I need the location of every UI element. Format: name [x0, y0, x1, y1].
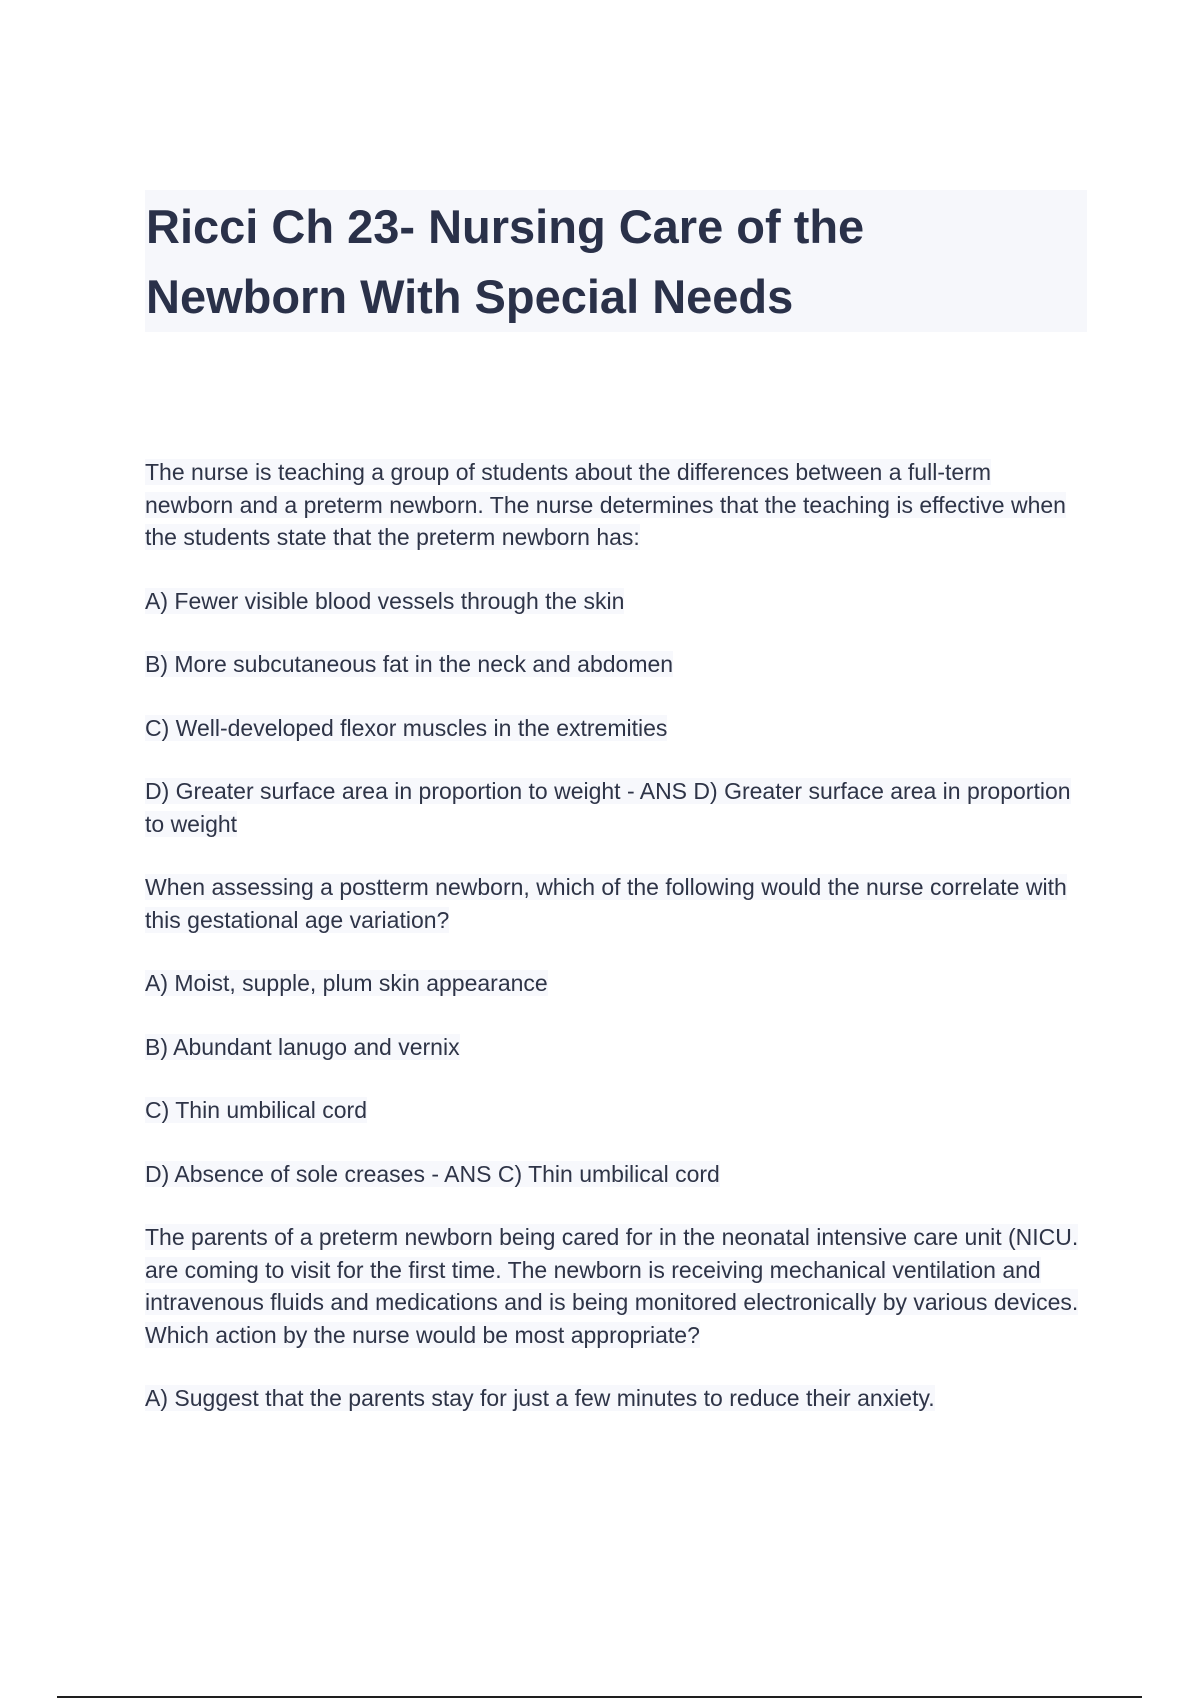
- bottom-rule: [57, 1696, 1142, 1698]
- question-2-option-a: A) Moist, supple, plum skin appearance: [145, 970, 548, 996]
- question-3-option-a: A) Suggest that the parents stay for just a few minutes to reduce their anxiety.: [145, 1385, 935, 1411]
- question-1-option-b: B) More subcutaneous fat in the neck and abdomen: [145, 651, 674, 677]
- page-title: Ricci Ch 23- Nursing Care of the Newborn With Special Needs: [146, 200, 865, 323]
- question-2-option-c: C) Thin umbilical cord: [145, 1097, 367, 1123]
- question-1-option-a: A) Fewer visible blood vessels through the skin: [145, 587, 625, 614]
- question-2-option-d-answer: D) Absence of sole creases - ANS C) Thin umbilical cord: [145, 1160, 720, 1187]
- question-1-stem: The nurse is teaching a group of students about the differences between a full-term newborn and a preterm newborn. The nurse determines that the teaching is effective when the students state that the preterm newborn has:: [145, 459, 1066, 550]
- document-body: [145, 456, 1085, 1446]
- question-1-option-c: C) Well-developed flexor muscles in the extremities: [145, 714, 668, 741]
- question-1-option-d-answer: D) Greater surface area in proportion to weight - ANS D) Greater surface area in proportion to weight: [145, 778, 1071, 837]
- question-3-stem: The parents of a preterm newborn being cared for in the neonatal intensive care unit (NICU. are coming to visit for the first time. The newborn is receiving mechanical ventilation and intravenous fluids and medications and is being monitored electronically by various devices. Which action by the nurse would be most appropriate?: [145, 1224, 1079, 1348]
- title-block: [145, 190, 1087, 332]
- question-2-stem: When assessing a postterm newborn, which of the following would the nurse correlate with this gestational age variation?: [145, 874, 1067, 933]
- question-2-option-b: B) Abundant lanugo and vernix: [145, 1033, 460, 1060]
